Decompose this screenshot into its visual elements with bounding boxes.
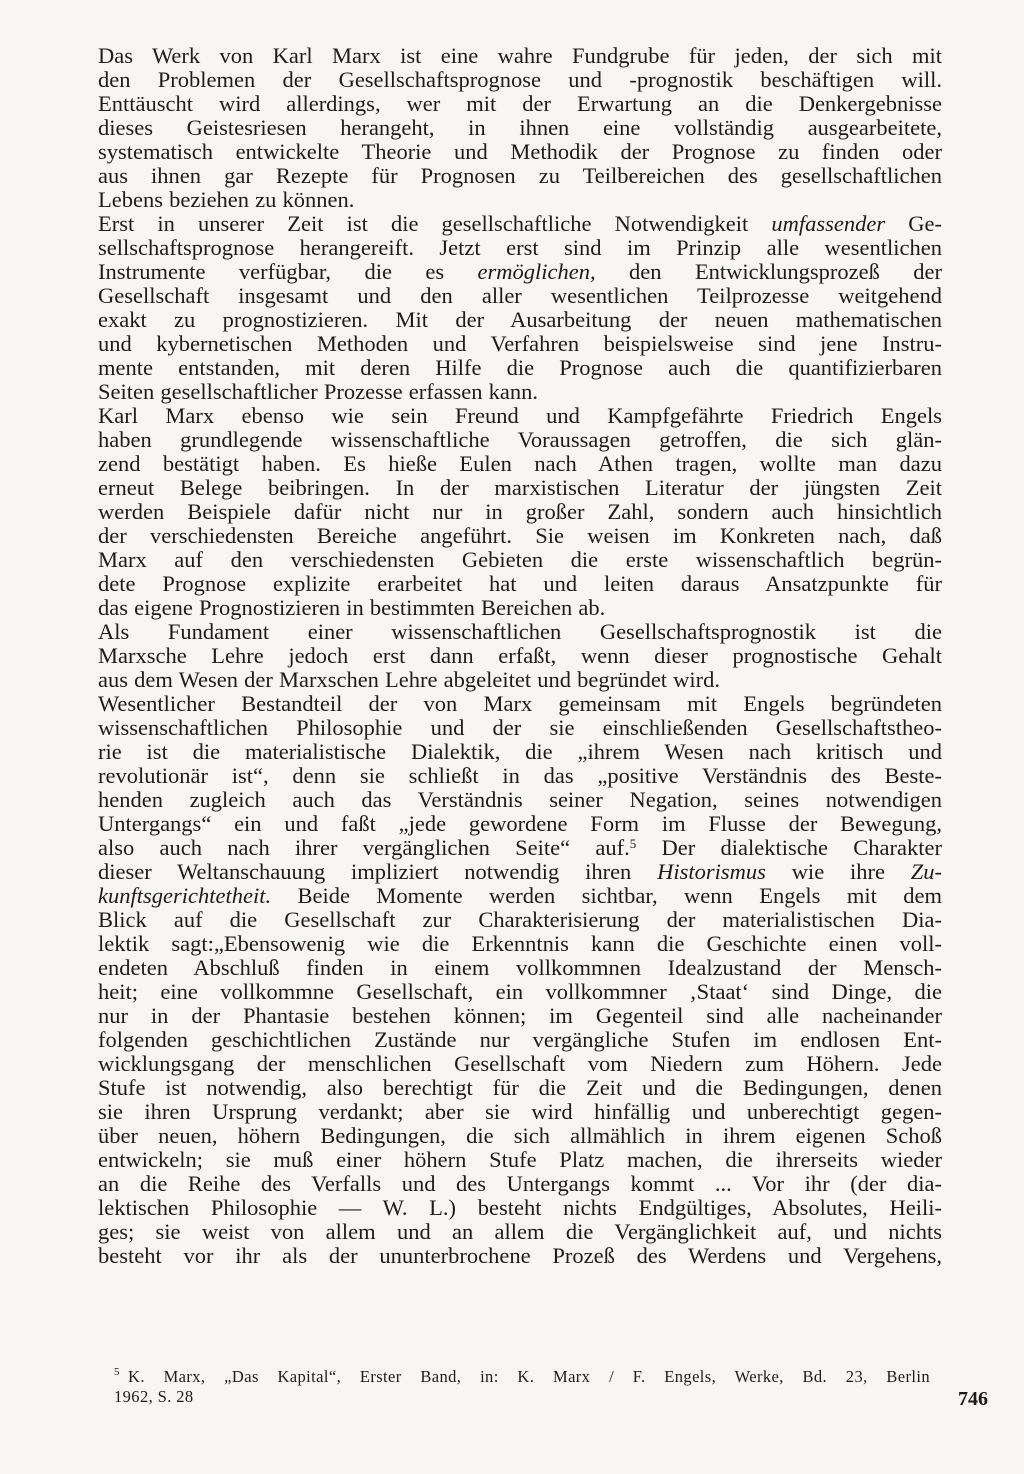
text-line: Wesentlicher Bestandteil der von Marx gemeinsam mit Engels begründeten — [98, 691, 942, 716]
footnote-text: 1962, S. 28 — [114, 1387, 194, 1406]
text-line: das eigene Prognostizieren in bestimmten Bereichen ab. — [98, 595, 606, 620]
text-line: Erst in unserer Zeit ist die gesellschaftliche Notwendigkeit umfassender Ge- — [98, 211, 943, 236]
text-line: aus ihnen gar Rezepte für Prognosen zu Teilbereichen des gesellschaftlichen — [98, 163, 942, 188]
text-line: an die Reihe des Verfalls und des Untergangs kommt ... Vor ihr (der dia- — [98, 1171, 942, 1196]
text-line: Marxsche Lehre jedoch erst dann erfaßt, wenn dieser prognostische Gehalt — [98, 643, 942, 668]
text-line: kunftsgerichtetheit. Beide Momente werden sichtbar, wenn Engels mit dem — [98, 883, 943, 908]
text-line: Instrumente verfügbar, die es ermöglichen, den Entwicklungsprozeß der — [98, 259, 943, 284]
text-line: Stufe ist notwendig, also berechtigt für die Zeit und die Bedingungen, denen — [98, 1075, 942, 1100]
footnote-marker: 5 — [114, 1366, 120, 1378]
text-line: mente entstanden, mit deren Hilfe die Prognose auch die quantifizierbaren — [98, 355, 942, 380]
emphasis: kunftsgerichtetheit. — [98, 883, 272, 908]
text-line: zend bestätigt haben. Es hieße Eulen nach Athen tragen, wollte man dazu — [98, 451, 942, 476]
text-line: dieser Weltanschauung impliziert notwendig ihren Historismus wie ihre Zu- — [98, 859, 943, 884]
text-line: ges; sie weist von allem und an allem die Vergänglichkeit auf, und nichts — [98, 1219, 942, 1244]
footnote — [114, 1367, 930, 1387]
text-line: lektik sagt:„Ebensowenig wie die Erkenntnis kann die Geschichte einen voll- — [98, 931, 942, 956]
text-line: Marx auf den verschiedensten Gebieten die erste wissenschaftlich begrün- — [98, 547, 942, 572]
text-line: dieses Geistesriesen herangeht, in ihnen eine vollständig ausgearbeitete, — [98, 115, 942, 140]
footnote-reference: 5 — [629, 836, 637, 851]
text-line: sie ihren Ursprung verdankt; aber sie wird hinfällig und unberechtigt gegen- — [98, 1099, 942, 1124]
text-line: also auch nach ihrer vergänglichen Seite“ auf.$^5$ Der dialektische Charakter — [98, 835, 942, 860]
text-line: rie ist die materialistische Dialektik, die „ihrem Wesen nach kritisch und — [98, 739, 942, 764]
text-line: Untergangs“ ein und faßt „jede gewordene Form im Flusse der Bewegung, — [98, 811, 942, 836]
text-line: und kybernetischen Methoden und Verfahren beispielsweise sind jene Instru- — [98, 331, 942, 356]
text-line: exakt zu prognostizieren. Mit der Ausarbeitung der neuen mathematischen — [98, 307, 942, 332]
text-line: henden zugleich auch das Verständnis seiner Negation, seines notwendigen — [98, 787, 942, 812]
emphasis: ermöglichen, — [477, 259, 596, 284]
emphasis: Zu- — [910, 859, 943, 884]
text-line: sellschaftsprognose herangereift. Jetzt erst sind im Prinzip alle wesentlichen — [98, 235, 942, 260]
footnote-text: K. Marx, „Das Kapital“, Erster Band, in: K. Marx / F. Engels, Werke, Bd. 23, Berlin — [128, 1367, 930, 1386]
text-line: lektischen Philosophie — W. L.) besteht nichts Endgültiges, Absolutes, Heili- — [98, 1195, 942, 1220]
text-line: der verschiedensten Bereiche angeführt. Sie weisen im Konkreten nach, daß — [98, 523, 942, 548]
text-line: entwickeln; sie muß einer höhern Stufe Platz machen, die ihrerseits wieder — [98, 1147, 942, 1172]
text-line: wissenschaftlichen Philosophie und der sie einschließenden Gesellschaftstheo- — [98, 715, 942, 740]
text-line: Lebens beziehen zu können. — [98, 187, 355, 212]
text-line: folgenden geschichtlichen Zustände nur vergängliche Stufen im endlosen Ent- — [98, 1027, 942, 1052]
text-line: über neuen, höhern Bedingungen, die sich allmählich in ihrem eigenen Schoß — [98, 1123, 942, 1148]
text-line: erneut Belege beibringen. In der marxistischen Literatur der jüngsten Zeit — [98, 475, 942, 500]
text-line: Das Werk von Karl Marx ist eine wahre Fundgrube für jeden, der sich mit — [98, 43, 942, 68]
text-line: dete Prognose explizite erarbeitet hat und leiten daraus Ansatzpunkte für — [98, 571, 942, 596]
footnote — [114, 1387, 930, 1407]
text-line: Enttäuscht wird allerdings, wer mit der Erwartung an die Denkergebnisse — [98, 91, 942, 116]
text-line: wicklungsgang der menschlichen Gesellschaft vom Niedern zum Höhern. Jede — [98, 1051, 942, 1076]
text-line: endeten Abschluß finden in einem vollkommnen Idealzustand der Mensch- — [98, 955, 942, 980]
text-line: revolutionär ist“, denn sie schließt in das „positive Verständnis des Beste- — [98, 763, 942, 788]
text-line: Seiten gesellschaftlicher Prozesse erfassen kann. — [98, 379, 538, 404]
text-line: haben grundlegende wissenschaftliche Voraussagen getroffen, die sich glän- — [98, 427, 942, 452]
text-line: systematisch entwickelte Theorie und Methodik der Prognose zu finden oder — [98, 139, 942, 164]
text-line: den Problemen der Gesellschaftsprognose und -prognostik beschäftigen will. — [98, 67, 942, 92]
emphasis: umfassender — [771, 211, 886, 236]
text-line: heit; eine vollkommne Gesellschaft, ein vollkommner ‚Staat‘ sind Dinge, die — [98, 979, 942, 1004]
text-line: Als Fundament einer wissenschaftlichen Gesellschaftsprognostik ist die — [98, 619, 942, 644]
text-line: Blick auf die Gesellschaft zur Charakterisierung der materialistischen Dia- — [98, 907, 942, 932]
text-line: werden Beispiele dafür nicht nur in großer Zahl, sondern auch hinsichtlich — [98, 499, 942, 524]
text-line: aus dem Wesen der Marxschen Lehre abgeleitet und begründet wird. — [98, 667, 721, 692]
page-number: 746 — [958, 1388, 988, 1410]
text-line: nur in der Phantasie bestehen können; im Gegenteil sind alle nacheinander — [98, 1003, 942, 1028]
emphasis: Historismus — [657, 859, 766, 884]
text-line: besteht vor ihr als der ununterbrochene Prozeß des Werdens und Vergehens, — [98, 1243, 942, 1268]
text-line: Gesellschaft insgesamt und den aller wesentlichen Teilprozesse weitgehend — [98, 283, 942, 308]
text-line: Karl Marx ebenso wie sein Freund und Kampfgefährte Friedrich Engels — [98, 403, 942, 428]
